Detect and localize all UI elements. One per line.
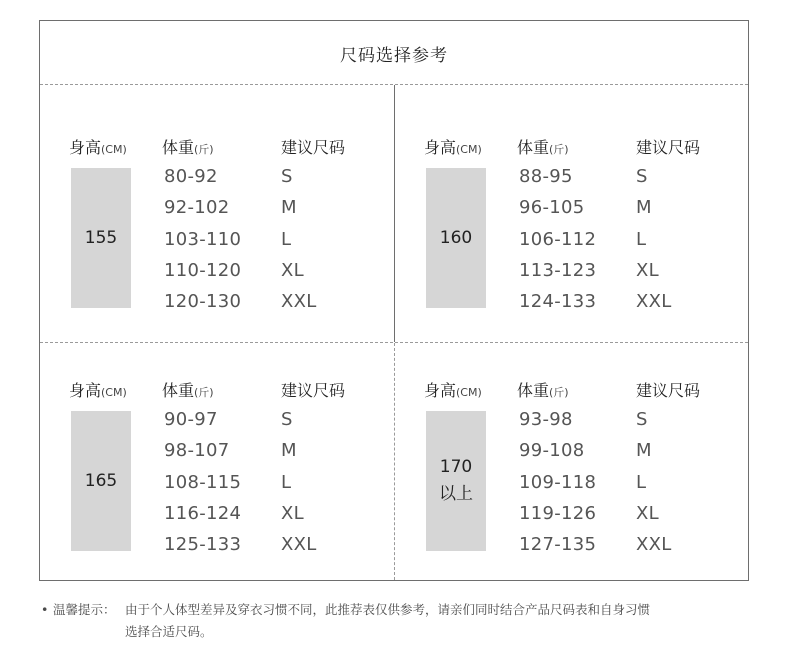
size-value: M	[636, 197, 652, 219]
size-value: L	[636, 228, 647, 250]
weight-range: 113-123	[519, 259, 597, 281]
size-value: S	[281, 409, 293, 430]
weight-range: 120-130	[164, 291, 242, 313]
weight-column	[164, 161, 241, 317]
height-value-box	[71, 411, 131, 551]
weight-range: 124-133	[519, 291, 597, 313]
weight-range: 127-135	[519, 534, 597, 556]
height-value-box	[71, 168, 131, 308]
weight-range: 93-98	[519, 409, 573, 430]
size-header: 建议尺码	[281, 138, 346, 157]
weight-range: 108-115	[164, 471, 242, 493]
height-value: 160	[439, 227, 473, 248]
weight-column	[519, 161, 596, 317]
size-value: S	[636, 166, 648, 187]
size-column	[281, 161, 317, 317]
size-value: XL	[281, 502, 304, 524]
size-value: S	[636, 409, 648, 430]
size-value: L	[281, 471, 292, 493]
height-value: 155	[84, 227, 118, 248]
weight-range: 98-107	[164, 440, 230, 462]
size-value: XL	[281, 259, 304, 281]
size-quadrant-4	[395, 378, 748, 608]
size-column	[636, 404, 672, 560]
size-header: 建议尺码	[281, 381, 346, 400]
height-value-suffix: 以上	[439, 484, 473, 504]
size-value: XXL	[281, 291, 317, 313]
tip-text-line1: 由于个人体型差异及穿衣习惯不同，此推荐表仅供参考，请亲们同时结合产品尺码表和自身习惯	[125, 602, 651, 617]
weight-range: 110-120	[164, 259, 242, 281]
weight-header: 体重(斤)	[517, 138, 569, 157]
weight-header: 体重(斤)	[517, 381, 569, 400]
weight-range: 96-105	[519, 197, 585, 219]
size-header: 建议尺码	[636, 138, 701, 157]
weight-column	[519, 404, 596, 560]
size-value: L	[281, 228, 292, 250]
size-quadrant-2	[395, 135, 748, 365]
height-value: 165	[84, 470, 118, 491]
warm-tip	[41, 599, 756, 643]
weight-range: 103-110	[164, 228, 242, 250]
size-quadrant-1	[40, 135, 393, 365]
size-value: L	[636, 471, 647, 493]
weight-range: 88-95	[519, 166, 573, 187]
weight-range: 90-97	[164, 409, 218, 430]
size-value: M	[281, 440, 297, 462]
size-header: 建议尺码	[636, 381, 701, 400]
height-header: 身高(CM)	[69, 381, 127, 400]
weight-range: 80-92	[164, 166, 218, 187]
size-quadrant-3	[40, 378, 393, 608]
size-value: XL	[636, 259, 659, 281]
tip-text-line2: 选择合适尺码。	[125, 624, 213, 639]
height-value: 170	[439, 457, 473, 477]
tip-label: 温馨提示：	[53, 602, 116, 617]
size-value: M	[281, 197, 297, 219]
size-value: XXL	[636, 534, 672, 556]
size-value: M	[636, 440, 652, 462]
size-column	[281, 404, 317, 560]
weight-header: 体重(斤)	[162, 138, 214, 157]
height-value-box	[426, 411, 486, 551]
size-value: XL	[636, 502, 659, 524]
height-header: 身高(CM)	[424, 381, 482, 400]
weight-range: 125-133	[164, 534, 242, 556]
size-chart-frame	[39, 20, 749, 581]
weight-range: 109-118	[519, 471, 597, 493]
weight-range: 106-112	[519, 228, 597, 250]
height-header: 身高(CM)	[424, 138, 482, 157]
height-header: 身高(CM)	[69, 138, 127, 157]
weight-range: 99-108	[519, 440, 585, 462]
height-value-box	[426, 168, 486, 308]
weight-range: 92-102	[164, 197, 230, 219]
weight-range: 116-124	[164, 502, 242, 524]
weight-range: 119-126	[519, 502, 597, 524]
tip-bullet: •	[41, 602, 49, 617]
weight-column	[164, 404, 241, 560]
chart-title: 尺码选择参考	[340, 45, 448, 66]
weight-header: 体重(斤)	[162, 381, 214, 400]
size-value: S	[281, 166, 293, 187]
size-value: XXL	[636, 291, 672, 313]
size-value: XXL	[281, 534, 317, 556]
size-column	[636, 161, 672, 317]
